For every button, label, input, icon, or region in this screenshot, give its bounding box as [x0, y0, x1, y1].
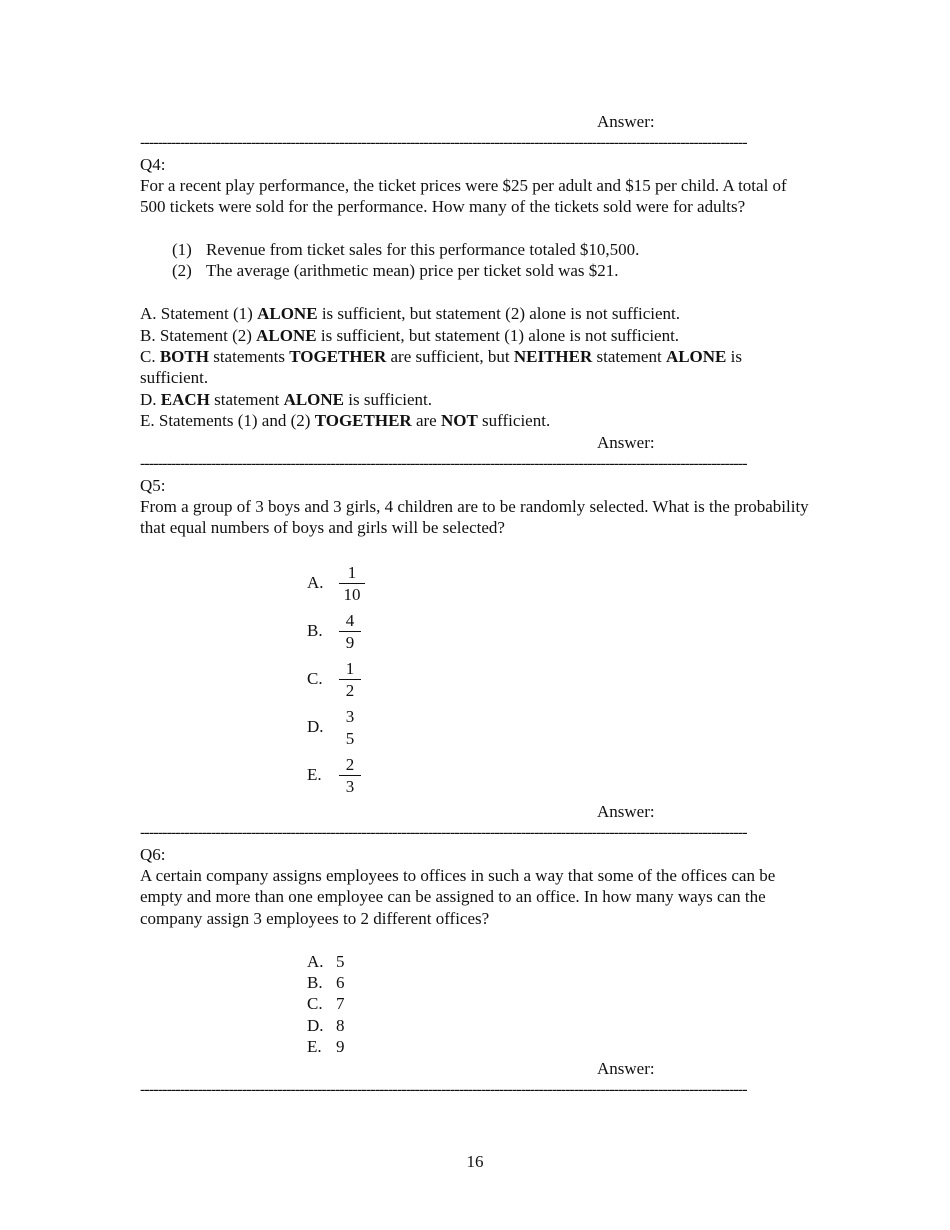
q4-option-c: C. BOTH statements TOGETHER are sufficient, but NEITHER statement ALONE is sufficient.: [140, 347, 742, 388]
denominator: 2: [345, 681, 355, 700]
q5-label: Q5:: [140, 476, 166, 495]
choice-letter: C.: [307, 669, 323, 688]
fraction: [337, 706, 363, 749]
q5-question-text: From a group of 3 boys and 3 girls, 4 children are to be randomly selected. What is the probability that equal numbers of boys and girls will be selected?: [140, 497, 809, 538]
choice-letter: A.: [307, 573, 324, 592]
q6-choice-b: B. 6: [307, 973, 345, 992]
fraction: [337, 754, 363, 797]
numerator: 2: [345, 755, 355, 774]
q4-option-b: B. Statement (2) ALONE is sufficient, but statement (1) alone is not sufficient.: [140, 326, 680, 345]
q6-label: Q6:: [140, 845, 166, 864]
q4-statement-2: [172, 260, 619, 281]
q6-choice-d: D. 8: [307, 1016, 345, 1035]
numerator: 1: [345, 659, 355, 678]
denominator: 10: [343, 585, 361, 604]
separator: -----------------------------------------------------------------------------------------------------------------------------------------: [140, 1081, 747, 1098]
separator: -----------------------------------------------------------------------------------------------------------------------------------------: [140, 134, 747, 151]
q6-choice-a: A. 5: [307, 952, 345, 971]
separator: -----------------------------------------------------------------------------------------------------------------------------------------: [140, 455, 747, 472]
denominator: 5: [345, 729, 355, 748]
q6-choice-e: E. 9: [307, 1037, 345, 1056]
choice-letter: B.: [307, 621, 323, 640]
answer-label-q6: Answer:: [597, 1059, 655, 1078]
fraction: [337, 562, 367, 605]
q6-question-text: A certain company assigns employees to offices in such a way that some of the offices can be empty and more than one employee can be assigned to an office. In how many ways can the company assign 3 employees to 2 different offices?: [140, 866, 776, 928]
denominator: 3: [345, 777, 355, 796]
q4-question-text: For a recent play performance, the ticket prices were $25 per adult and $15 per child. A total of 500 tickets were sold for the performance. How many of the tickets sold were for adults?: [140, 176, 787, 217]
q4-option-a: A. Statement (1) ALONE is sufficient, but statement (2) alone is not sufficient.: [140, 304, 680, 323]
numerator: 4: [345, 611, 355, 630]
answer-label-q5: Answer:: [597, 802, 655, 821]
denominator: 9: [345, 633, 355, 652]
q4-option-e: E. Statements (1) and (2) TOGETHER are NOT sufficient.: [140, 411, 551, 430]
answer-label-q3: Answer:: [597, 112, 655, 131]
statement-number: (2): [172, 261, 192, 280]
q4-option-d: D. EACH statement ALONE is sufficient.: [140, 390, 433, 409]
statement-text: The average (arithmetic mean) price per ticket sold was $21.: [206, 261, 619, 280]
fraction: [337, 610, 363, 653]
statement-number: (1): [172, 240, 192, 259]
q4-label: Q4:: [140, 155, 166, 174]
page-number: 16: [466, 1152, 484, 1171]
q6-choice-c: C. 7: [307, 994, 345, 1013]
choice-letter: D.: [307, 717, 324, 736]
choice-letter: E.: [307, 765, 322, 784]
separator: -----------------------------------------------------------------------------------------------------------------------------------------: [140, 824, 747, 841]
q4-statement-1: [172, 239, 639, 260]
numerator: 3: [345, 707, 355, 726]
numerator: 1: [347, 563, 357, 582]
statement-text: Revenue from ticket sales for this performance totaled $10,500.: [206, 240, 640, 259]
fraction: [337, 658, 363, 701]
answer-label-q4: Answer:: [597, 433, 655, 452]
